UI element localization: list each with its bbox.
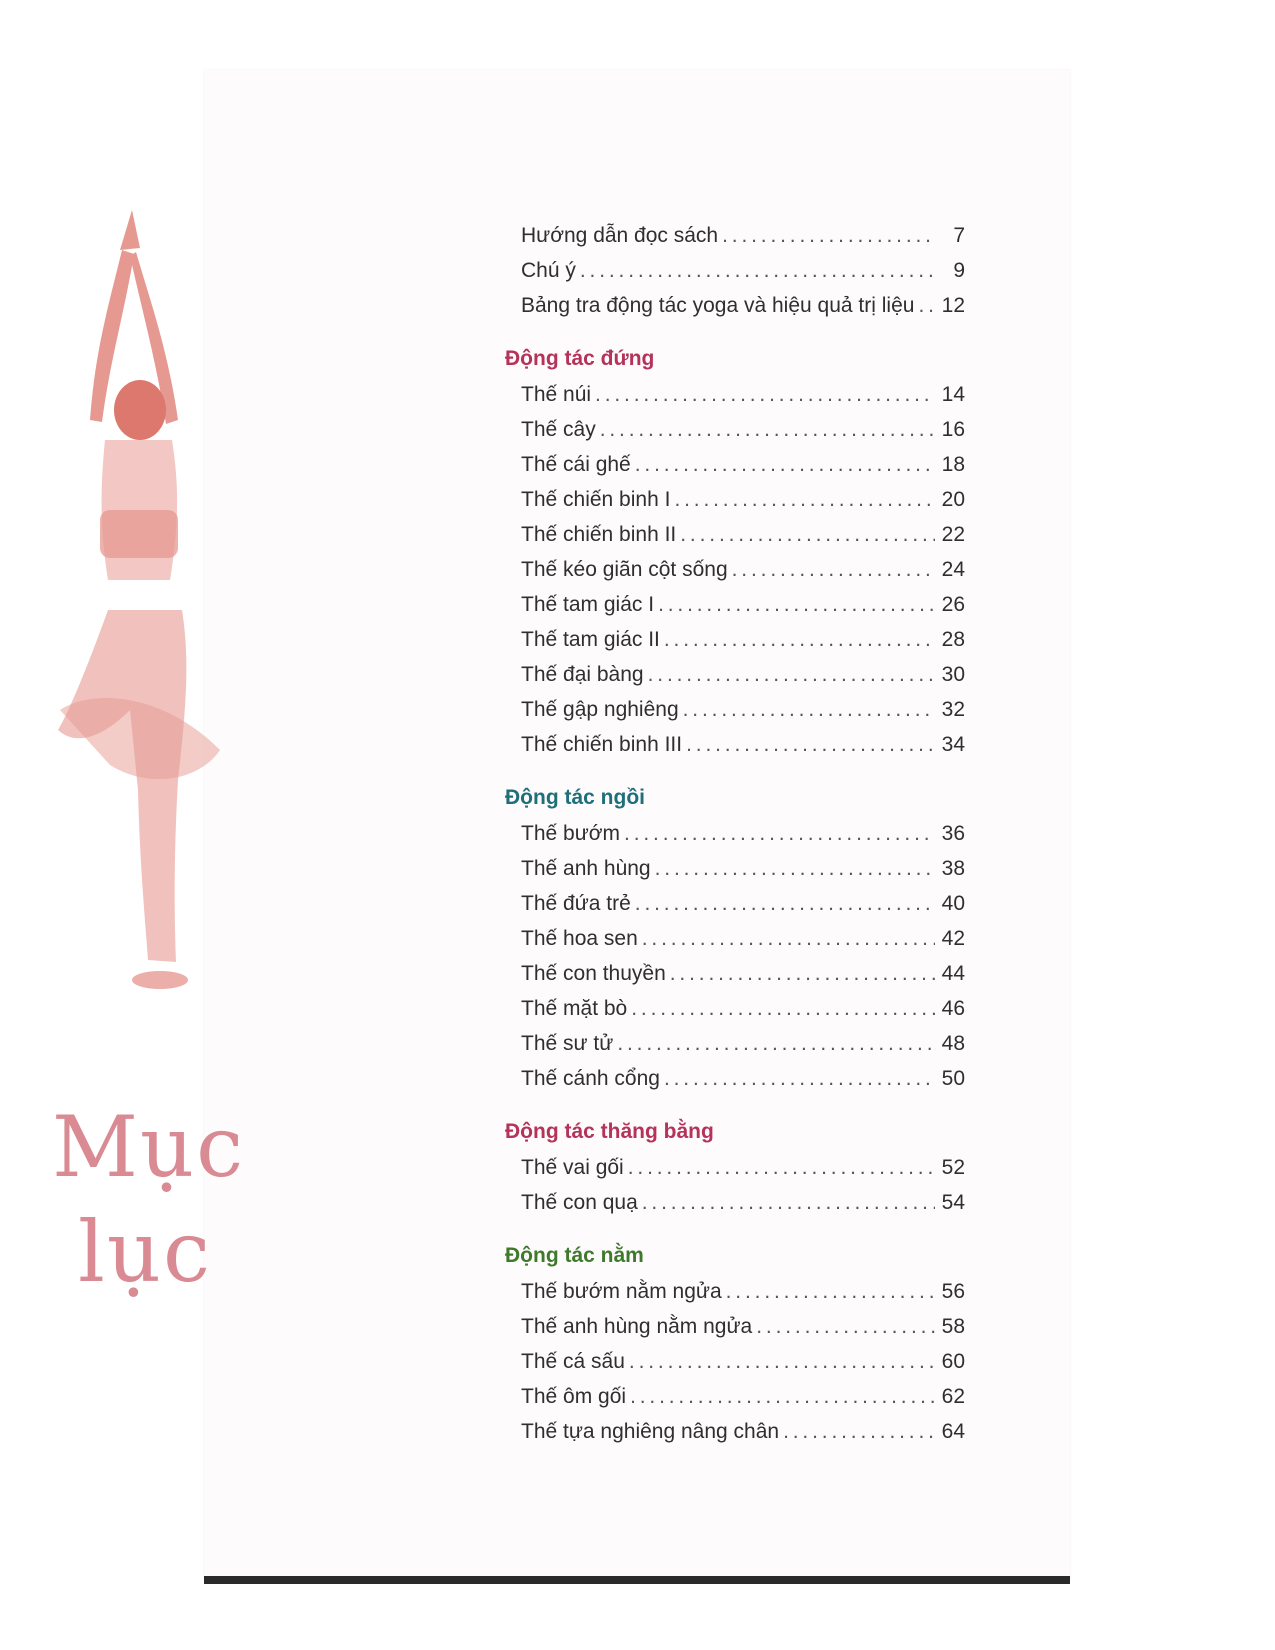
page-number: 9 (953, 259, 965, 282)
toc-entry[interactable] (505, 1420, 965, 1455)
entry-label: Thế cây (521, 418, 596, 441)
entry-label: Thế con thuyền (521, 962, 666, 985)
entry-label: Thế bướm (521, 822, 621, 845)
leader-dots (642, 927, 935, 951)
page-number: 18 (941, 453, 965, 476)
entry-label: Thế ôm gối (521, 1385, 627, 1408)
toc-entry[interactable] (505, 1315, 965, 1350)
leader-dots (918, 294, 935, 318)
entry-label: Thế gập nghiêng (521, 698, 679, 721)
entry-label: Thế hoa sen (521, 927, 638, 950)
entry-label: Thế vai gối (521, 1156, 624, 1179)
entry-label: Thế anh hùng (521, 857, 651, 880)
leader-dots (629, 1350, 935, 1374)
toc-entry[interactable] (505, 1350, 965, 1385)
page-number: 26 (941, 593, 965, 616)
page-number: 28 (941, 628, 965, 651)
page-number: 50 (941, 1067, 965, 1090)
leader-dots (580, 259, 935, 283)
leader-dots (664, 1067, 935, 1091)
toc-entry[interactable] (505, 892, 965, 927)
page-number: 30 (941, 663, 965, 686)
leader-dots (624, 822, 935, 846)
entry-label: Thế kéo giãn cột sống (521, 558, 728, 581)
leader-dots (595, 383, 935, 407)
entry-label: Thế con quạ (521, 1191, 638, 1214)
entry-label: Bảng tra động tác yoga và hiệu quả trị liệu (521, 294, 915, 317)
leader-dots (635, 453, 935, 477)
page-number: 42 (941, 927, 965, 950)
leader-dots (642, 1191, 935, 1215)
leader-dots (630, 1385, 935, 1409)
toc-entry[interactable] (505, 628, 965, 663)
entry-label: Thế chiến binh II (521, 523, 677, 546)
toc-entry[interactable] (505, 259, 965, 294)
section-heading-lying: Động tác nằm (505, 1244, 644, 1267)
toc-entry[interactable] (505, 294, 965, 329)
entry-label: Thế chiến binh I (521, 488, 671, 511)
toc-entry[interactable] (505, 1032, 965, 1067)
entry-label: Thế cánh cổng (521, 1067, 660, 1090)
section-heading-standing: Động tác đứng (505, 347, 655, 370)
page-number: 54 (941, 1191, 965, 1214)
page-number: 62 (941, 1385, 965, 1408)
toc-entry[interactable] (505, 663, 965, 698)
toc-entry[interactable] (505, 1191, 965, 1226)
toc-entry[interactable] (505, 1067, 965, 1102)
leader-dots (600, 418, 935, 442)
toc-entry[interactable] (505, 418, 965, 453)
toc-entry[interactable] (505, 927, 965, 962)
page-number: 20 (941, 488, 965, 511)
entry-label: Chú ý (521, 259, 576, 282)
entry-label: Thế tam giác I (521, 593, 655, 616)
leader-dots (631, 997, 935, 1021)
toc-entry[interactable] (505, 558, 965, 593)
yoga-figure-illustration (50, 190, 250, 1010)
leader-dots (680, 523, 935, 547)
page-number: 16 (941, 418, 965, 441)
leader-dots (683, 698, 935, 722)
toc-entry[interactable] (505, 224, 965, 259)
leader-dots (628, 1156, 935, 1180)
toc-entry[interactable] (505, 733, 965, 768)
entry-label: Thế mặt bò (521, 997, 628, 1020)
page-number: 34 (941, 733, 965, 756)
entry-label: Thế tựa nghiêng nâng chân (521, 1420, 780, 1443)
entry-label: Thế đứa trẻ (521, 892, 631, 915)
page-number: 22 (941, 523, 965, 546)
leader-dots (670, 962, 935, 986)
leader-dots (635, 892, 935, 916)
page-number: 14 (941, 383, 965, 406)
entry-label: Thế chiến binh III (521, 733, 683, 756)
toc-entry[interactable] (505, 997, 965, 1032)
leader-dots (674, 488, 935, 512)
toc-entry[interactable] (505, 1156, 965, 1191)
toc-entry[interactable] (505, 962, 965, 997)
section-heading-seated: Động tác ngồi (505, 786, 645, 809)
toc-entry[interactable] (505, 453, 965, 488)
entry-label: Thế cá sấu (521, 1350, 625, 1373)
page-number: 36 (941, 822, 965, 845)
page-number: 7 (953, 224, 965, 247)
toc-entry[interactable] (505, 488, 965, 523)
leader-dots (655, 857, 935, 881)
page-number: 64 (941, 1420, 965, 1443)
page-bottom-edge (204, 1576, 1070, 1584)
leader-dots (617, 1032, 935, 1056)
page-number: 38 (941, 857, 965, 880)
page-number: 24 (941, 558, 965, 581)
page-number: 32 (941, 698, 965, 721)
entry-label: Thế bướm nằm ngửa (521, 1280, 722, 1303)
section-heading-balance: Động tác thăng bằng (505, 1120, 714, 1143)
toc-entry[interactable] (505, 523, 965, 558)
leader-dots (732, 558, 935, 582)
page-number: 12 (941, 294, 965, 317)
page-number: 60 (941, 1350, 965, 1373)
leader-dots (756, 1315, 935, 1339)
page-number: 46 (941, 997, 965, 1020)
toc-entry[interactable] (505, 593, 965, 628)
entry-label: Thế cái ghế (521, 453, 631, 476)
toc-entry[interactable] (505, 383, 965, 418)
page-number: 48 (941, 1032, 965, 1055)
page-number: 56 (941, 1280, 965, 1303)
leader-dots (648, 663, 935, 687)
entry-label: Thế sư tử (521, 1032, 614, 1055)
entry-label: Thế anh hùng nằm ngửa (521, 1315, 753, 1338)
page-number: 44 (941, 962, 965, 985)
page-number: 40 (941, 892, 965, 915)
page-number: 52 (941, 1156, 965, 1179)
entry-label: Thế đại bàng (521, 663, 644, 686)
table-of-contents (505, 224, 965, 1455)
toc-entry[interactable] (505, 1280, 965, 1315)
toc-entry[interactable] (505, 822, 965, 857)
title-line-2: lục (78, 1203, 213, 1301)
leader-dots (783, 1420, 935, 1444)
toc-entry[interactable] (505, 1385, 965, 1420)
leader-dots (664, 628, 935, 652)
entry-label: Hướng dẫn đọc sách (521, 224, 719, 247)
leader-dots (722, 224, 935, 248)
entry-label: Thế tam giác II (521, 628, 660, 651)
leader-dots (686, 733, 935, 757)
leader-dots (726, 1280, 935, 1304)
title-line-1: Mục (52, 1098, 246, 1196)
toc-entry[interactable] (505, 857, 965, 892)
toc-entry[interactable] (505, 698, 965, 733)
entry-label: Thế núi (521, 383, 592, 406)
page-number: 58 (941, 1315, 965, 1338)
leader-dots (658, 593, 935, 617)
